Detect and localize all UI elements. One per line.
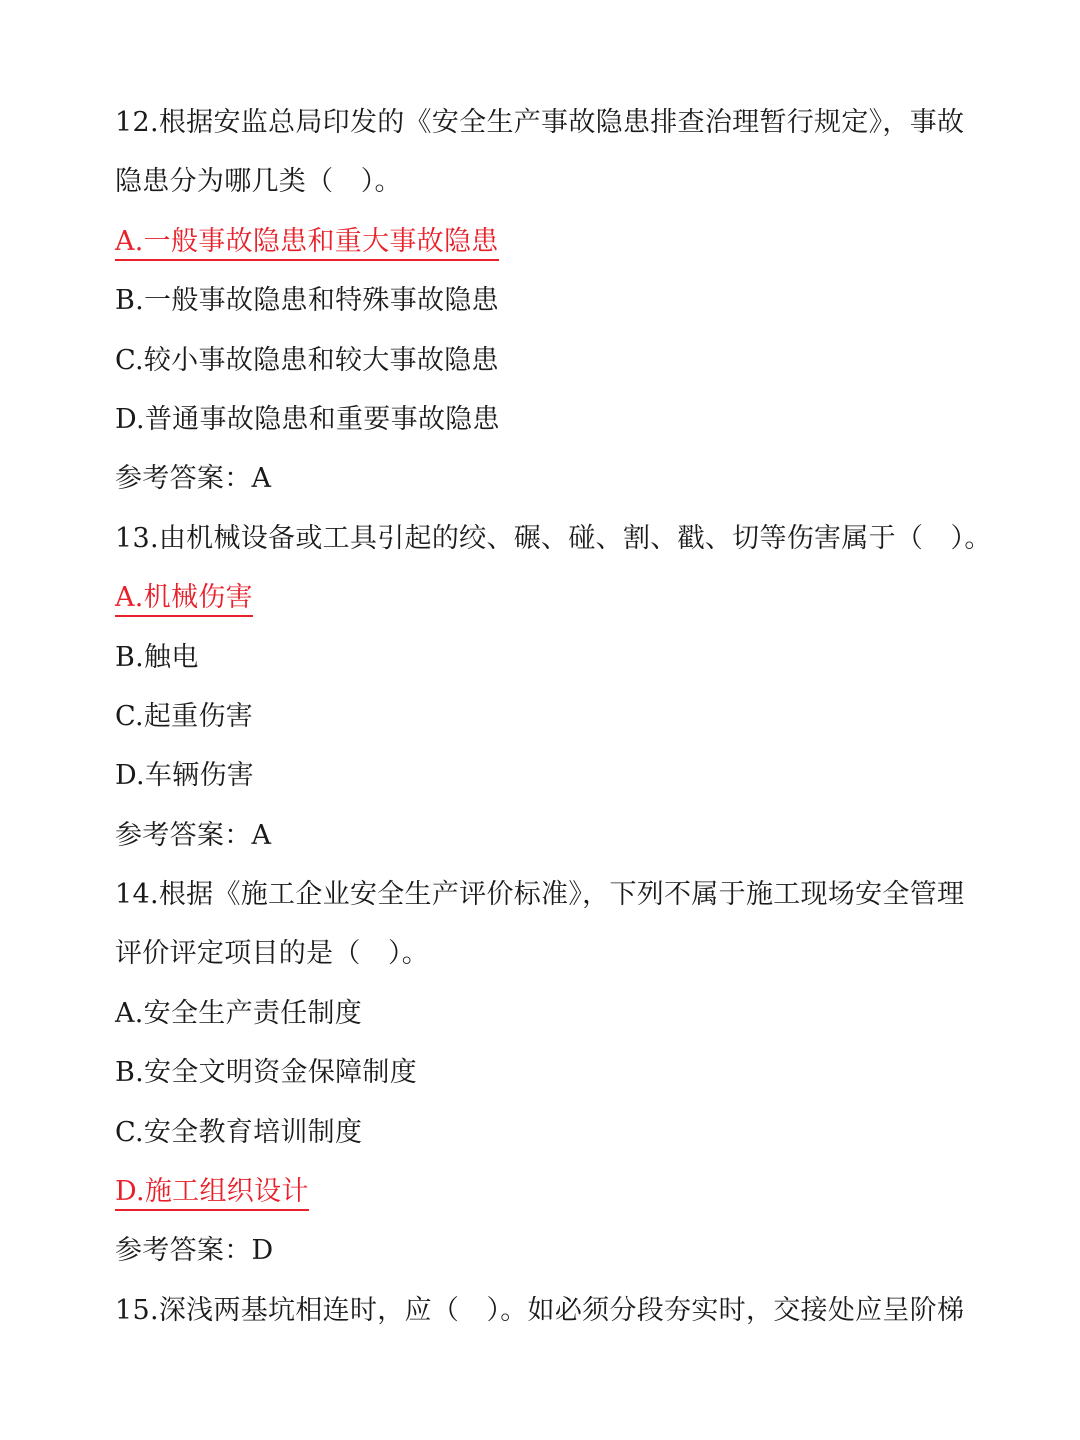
question-stem-line: 12.根据安监总局印发的《安全生产事故隐患排查治理暂行规定》，事故	[115, 107, 965, 138]
correct-option-text: D.施工组织设计	[115, 1175, 309, 1211]
question-stem-line: 隐患分为哪几类（ ）。	[115, 166, 402, 198]
option-d: D.普通事故隐患和重要事故隐患	[115, 403, 500, 435]
option-d: D.车辆伤害	[115, 760, 255, 792]
option-c: C.起重伤害	[115, 700, 254, 732]
question-stem-line: 评价评定项目的是（ ）。	[115, 938, 430, 970]
question-15	[115, 1281, 975, 1340]
question-12	[115, 93, 975, 509]
option-a	[115, 568, 975, 627]
option-b: B.触电	[115, 641, 199, 673]
option-a	[115, 212, 975, 271]
correct-option-text: A.一般事故隐患和重大事故隐患	[115, 225, 499, 261]
option-c: C.较小事故隐患和较大事故隐患	[115, 344, 499, 376]
option-b: B.一般事故隐患和特殊事故隐患	[115, 285, 499, 317]
option-b: B.安全文明资金保障制度	[115, 1057, 418, 1089]
option-c: C.安全教育培训制度	[115, 1116, 363, 1148]
reference-answer: 参考答案：A	[115, 819, 272, 851]
question-stem-line: 14.根据《施工企业安全生产评价标准》，下列不属于施工现场安全管理	[115, 879, 965, 911]
question-list	[115, 93, 992, 1340]
question-stem-line: 15.深浅两基坑相连时，应（ ）。如必须分段夯实时，交接处应呈阶梯	[115, 1294, 965, 1326]
question-stem-line: 13.由机械设备或工具引起的绞、碾、碰、割、戳、切等伤害属于（ ）。	[115, 522, 992, 554]
option-a: A.安全生产责任制度	[115, 997, 363, 1029]
option-d	[115, 1162, 975, 1221]
question-14	[115, 865, 975, 1281]
reference-answer: 参考答案：D	[115, 1235, 274, 1267]
correct-option-text: A.机械伤害	[115, 581, 253, 617]
question-13	[115, 509, 992, 865]
reference-answer: 参考答案：A	[115, 463, 272, 495]
